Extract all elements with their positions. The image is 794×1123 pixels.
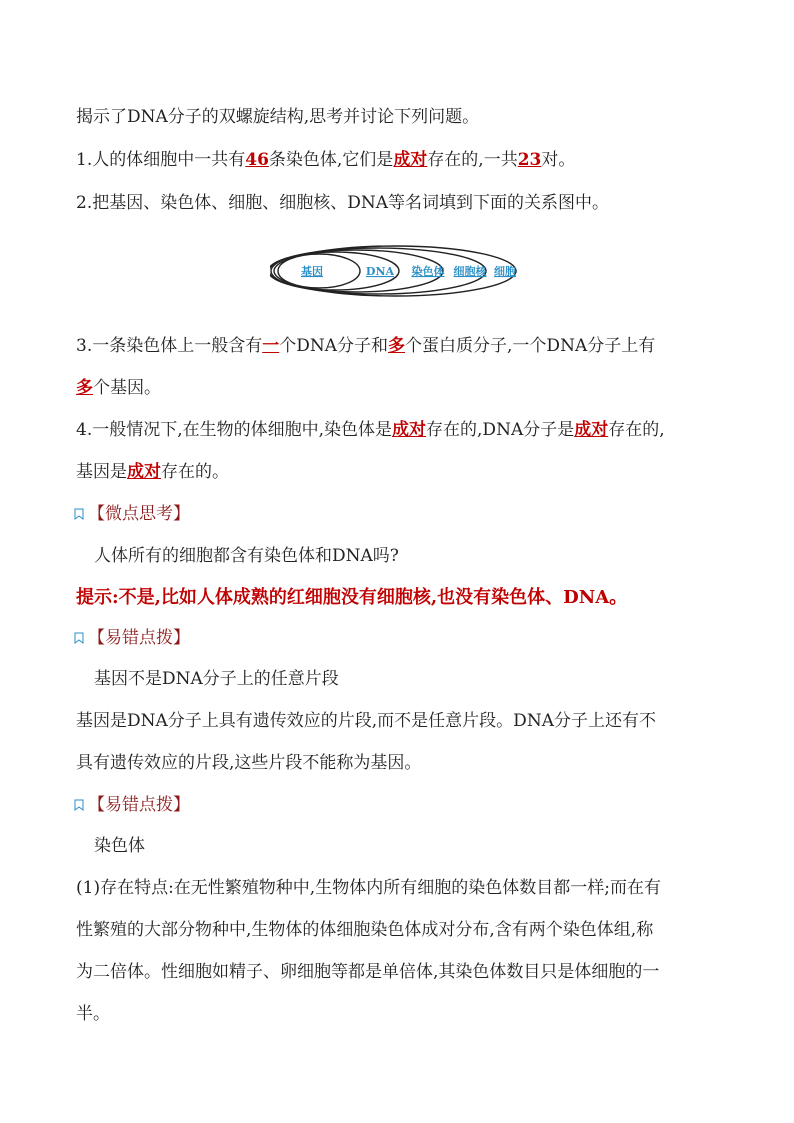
- section-yicuo-1: [74, 627, 190, 649]
- section-yicuo-2: [74, 794, 190, 816]
- yicuo-1-body-1: 基因是DNA分子上具有遗传效应的片段,而不是任意片段。DNA分子上还有不: [76, 711, 656, 731]
- weidian-hint: 提示:不是,比如人体成熟的红细胞没有细胞核,也没有染色体、DNA。: [76, 587, 628, 608]
- yicuo-1-subtitle: 基因不是DNA分子上的任意片段: [94, 669, 339, 689]
- q3-text-g: 个基因。: [93, 378, 161, 398]
- q1-answer-pair: 成对: [393, 150, 428, 170]
- question-4-line2: [76, 461, 229, 483]
- label-gene: 基因: [301, 265, 323, 278]
- question-3: [76, 335, 655, 357]
- question-4: [76, 419, 665, 441]
- q4-text-f: 基因是: [76, 462, 127, 482]
- q4-answer-chromosome: 成对: [392, 420, 427, 440]
- q1-text-g: 对。: [541, 150, 576, 170]
- q4-text-h: 存在的。: [161, 462, 229, 482]
- q4-answer-gene: 成对: [127, 462, 161, 482]
- q1-answer-pairs: 23: [517, 150, 542, 170]
- bookmark-icon: [74, 799, 84, 811]
- section-yicuo-2-title: 【易错点拨】: [88, 795, 190, 815]
- q3-text-c: 个DNA分子和: [279, 336, 389, 356]
- yicuo-2-body-2: 性繁殖的大部分物种中,生物体的体细胞染色体成对分布,含有两个染色体组,称: [76, 920, 654, 940]
- yicuo-2-body-3: 为二倍体。性细胞如精子、卵细胞等都是单倍体,其染色体数目只是体细胞的一: [76, 962, 660, 982]
- q1-text-e: 存在的,一共: [427, 150, 518, 170]
- q4-answer-dna: 成对: [574, 420, 609, 440]
- q4-text-c: 存在的,DNA分子是: [426, 420, 575, 440]
- q1-text-a: 1.人的体细胞中一共有: [76, 150, 246, 170]
- question-3-line2: [76, 377, 161, 399]
- section-weidian-title: 【微点思考】: [88, 504, 190, 524]
- bookmark-icon: [74, 508, 84, 520]
- yicuo-2-subtitle: 染色体: [94, 836, 145, 856]
- q3-answer-one: 一: [262, 336, 280, 356]
- label-cell: 细胞: [494, 265, 516, 278]
- question-1: [76, 149, 575, 171]
- q3-answer-many: 多: [388, 336, 406, 356]
- bookmark-icon: [74, 632, 84, 644]
- q3-answer-many-genes: 多: [76, 378, 93, 398]
- label-chromosome: 染色体: [411, 265, 445, 278]
- intro-line: 揭示了DNA分子的双螺旋结构,思考并讨论下列问题。: [76, 107, 480, 127]
- weidian-question: 人体所有的细胞都含有染色体和DNA吗?: [94, 546, 399, 566]
- yicuo-2-body-4: 半。: [76, 1004, 110, 1024]
- label-nucleus: 细胞核: [453, 265, 487, 278]
- q1-answer-count: 46: [245, 150, 269, 170]
- q4-text-e: 存在的,: [608, 420, 665, 440]
- q3-text-a: 3.一条染色体上一般含有: [76, 336, 263, 356]
- question-2: 2.把基因、染色体、细胞、细胞核、DNA等名词填到下面的关系图中。: [76, 193, 610, 213]
- section-weidian: [74, 503, 190, 525]
- q3-text-e: 个蛋白质分子,一个DNA分子上有: [405, 336, 656, 356]
- q1-text-c: 条染色体,它们是: [268, 150, 394, 170]
- relationship-diagram: [270, 244, 530, 304]
- q4-text-a: 4.一般情况下,在生物的体细胞中,染色体是: [76, 420, 393, 440]
- section-yicuo-1-title: 【易错点拨】: [88, 628, 190, 648]
- yicuo-2-body-1: (1)存在特点:在无性繁殖物种中,生物体内所有细胞的染色体数目都一样;而在有: [76, 878, 661, 898]
- yicuo-1-body-2: 具有遗传效应的片段,这些片段不能称为基因。: [76, 753, 422, 773]
- label-dna: DNA: [365, 265, 395, 278]
